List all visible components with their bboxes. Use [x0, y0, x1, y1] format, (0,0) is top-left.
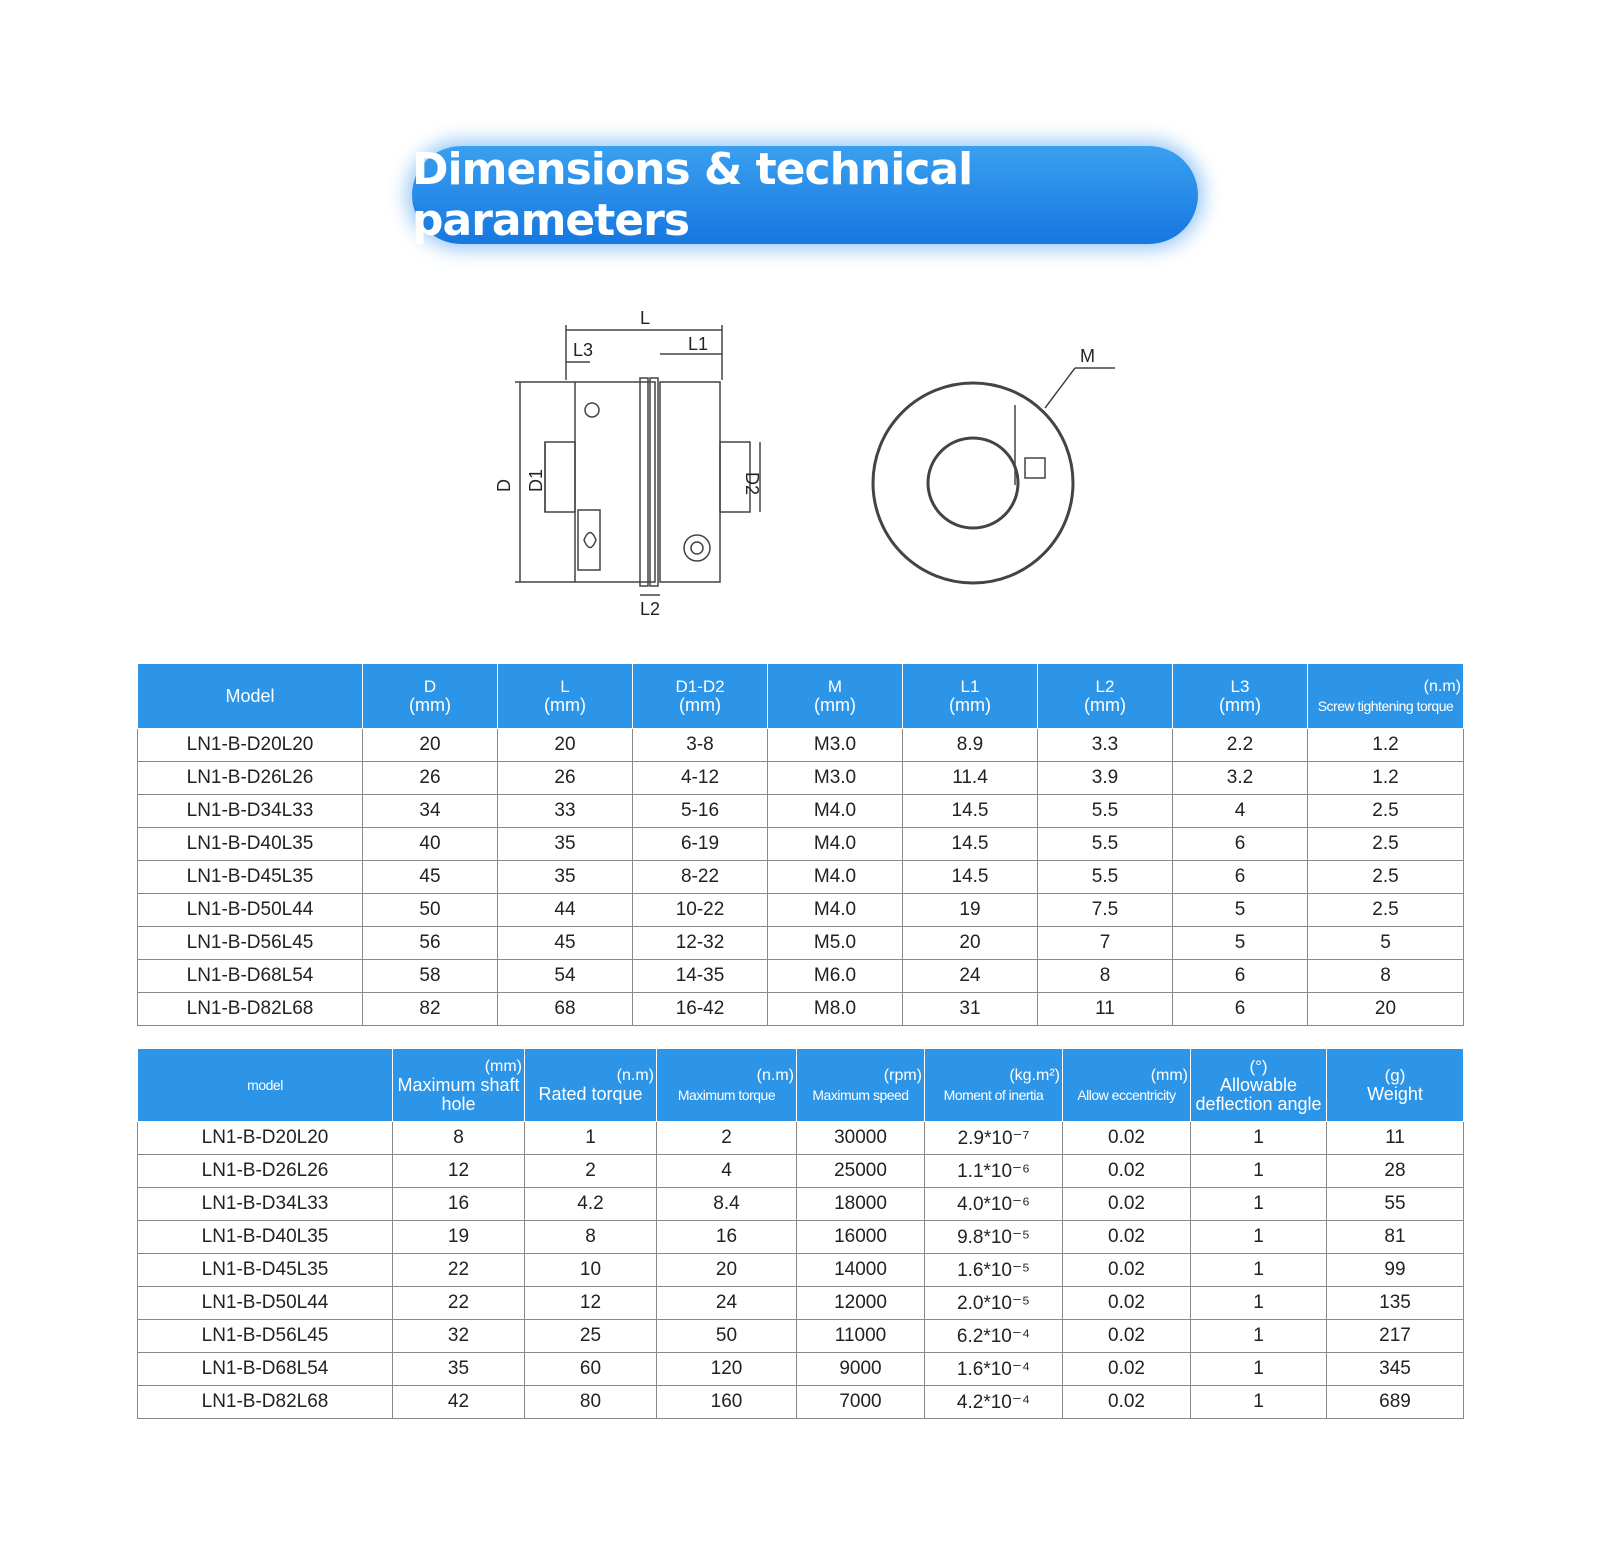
cell: 11000 — [797, 1320, 925, 1353]
cell: M3.0 — [768, 762, 903, 795]
cell: 25000 — [797, 1155, 925, 1188]
cell: 34 — [363, 795, 498, 828]
cell-model: LN1-B-D20L20 — [138, 1122, 393, 1155]
dimensions-table — [137, 663, 1464, 1026]
cell: 24 — [657, 1287, 797, 1320]
cell: 6.2*10⁻⁴ — [925, 1320, 1063, 1353]
cell: 82 — [363, 993, 498, 1026]
label-L2: L2 — [640, 599, 661, 619]
cell: 0.02 — [1063, 1287, 1191, 1320]
cell: 5 — [1308, 927, 1464, 960]
cell: 2.2 — [1173, 729, 1308, 762]
cell: 0.02 — [1063, 1155, 1191, 1188]
diaphragm-1 — [640, 378, 648, 586]
cell: 20 — [363, 729, 498, 762]
cell: 5.5 — [1038, 861, 1173, 894]
cell: 2.9*10⁻⁷ — [925, 1122, 1063, 1155]
label-L1: L1 — [688, 334, 709, 354]
cell: 33 — [498, 795, 633, 828]
table-row — [138, 1320, 1464, 1353]
col-header: M (mm) — [768, 664, 903, 729]
cell: 4 — [1173, 795, 1308, 828]
cell: 20 — [903, 927, 1038, 960]
cell: 9.8*10⁻⁵ — [925, 1221, 1063, 1254]
title-banner — [412, 146, 1198, 244]
cell: M4.0 — [768, 795, 903, 828]
cell: 12 — [525, 1287, 657, 1320]
cell-model: LN1-B-D68L54 — [138, 1353, 393, 1386]
cell: 1 — [1191, 1254, 1327, 1287]
cell: 55 — [1327, 1188, 1464, 1221]
cell: 11 — [1038, 993, 1173, 1026]
cell: 345 — [1327, 1353, 1464, 1386]
left-bore — [545, 442, 575, 512]
table-row — [138, 960, 1464, 993]
cell: 120 — [657, 1353, 797, 1386]
cell: 1 — [1191, 1188, 1327, 1221]
table-row — [138, 1188, 1464, 1221]
cell: 1 — [1191, 1287, 1327, 1320]
cell: 2 — [525, 1155, 657, 1188]
cell: 14.5 — [903, 795, 1038, 828]
cell: 6-19 — [633, 828, 768, 861]
col-header: (mm) Allow eccentricity — [1063, 1049, 1191, 1122]
col-header: Model — [138, 664, 363, 729]
cell: 135 — [1327, 1287, 1464, 1320]
cell: 5.5 — [1038, 795, 1173, 828]
cell: 3.3 — [1038, 729, 1173, 762]
cell: 1 — [1191, 1353, 1327, 1386]
cell: 8.4 — [657, 1188, 797, 1221]
cell-model: LN1-B-D26L26 — [138, 762, 363, 795]
cell: 4-12 — [633, 762, 768, 795]
table-row — [138, 828, 1464, 861]
cell: 3.9 — [1038, 762, 1173, 795]
cell: 5-16 — [633, 795, 768, 828]
cell: 0.02 — [1063, 1188, 1191, 1221]
cell: 7000 — [797, 1386, 925, 1419]
cell: 45 — [363, 861, 498, 894]
label-D1: D1 — [526, 468, 546, 492]
cell: 9000 — [797, 1353, 925, 1386]
col-header: L (mm) — [498, 664, 633, 729]
cell: 56 — [363, 927, 498, 960]
cell: 217 — [1327, 1320, 1464, 1353]
cell: 8-22 — [633, 861, 768, 894]
cell: 2.5 — [1308, 861, 1464, 894]
col-header: L3 (mm) — [1173, 664, 1308, 729]
table-row — [138, 861, 1464, 894]
cell: 32 — [393, 1320, 525, 1353]
cell-model: LN1-B-D50L44 — [138, 894, 363, 927]
table-header-row — [138, 1049, 1464, 1122]
col-header: D (mm) — [363, 664, 498, 729]
cell: 50 — [363, 894, 498, 927]
cell: 1.2 — [1308, 729, 1464, 762]
cell: 16 — [393, 1188, 525, 1221]
cell: 6 — [1173, 993, 1308, 1026]
table-row — [138, 762, 1464, 795]
cell: 0.02 — [1063, 1320, 1191, 1353]
cell-model: LN1-B-D56L45 — [138, 1320, 393, 1353]
cell: 0.02 — [1063, 1221, 1191, 1254]
cell: 60 — [525, 1353, 657, 1386]
cell-model: LN1-B-D50L44 — [138, 1287, 393, 1320]
front-bore-circle — [928, 438, 1018, 528]
col-header: L2 (mm) — [1038, 664, 1173, 729]
cell: M3.0 — [768, 729, 903, 762]
cell-model: LN1-B-D68L54 — [138, 960, 363, 993]
coupling-drawing — [494, 308, 1160, 630]
table-row — [138, 1221, 1464, 1254]
cell: 1 — [1191, 1320, 1327, 1353]
cell: 26 — [498, 762, 633, 795]
cell: 8.9 — [903, 729, 1038, 762]
cell: 14000 — [797, 1254, 925, 1287]
label-D: D — [494, 479, 514, 492]
table-row — [138, 1353, 1464, 1386]
cell: 28 — [1327, 1155, 1464, 1188]
cell: 5 — [1173, 894, 1308, 927]
screw-hole-top — [585, 403, 599, 417]
cell: 689 — [1327, 1386, 1464, 1419]
cell: 58 — [363, 960, 498, 993]
cell: 1.1*10⁻⁶ — [925, 1155, 1063, 1188]
table-row — [138, 894, 1464, 927]
table-header-row — [138, 664, 1464, 729]
cell: 1.6*10⁻⁵ — [925, 1254, 1063, 1287]
cell: 10 — [525, 1254, 657, 1287]
table-row — [138, 993, 1464, 1026]
cell-model: LN1-B-D82L68 — [138, 993, 363, 1026]
col-header: (n.m) Maximum torque — [657, 1049, 797, 1122]
table-row — [138, 1386, 1464, 1419]
cell: 20 — [1308, 993, 1464, 1026]
cell: 4.2 — [525, 1188, 657, 1221]
cell: M5.0 — [768, 927, 903, 960]
col-header: D1-D2 (mm) — [633, 664, 768, 729]
cell: 12-32 — [633, 927, 768, 960]
cell-model: LN1-B-D26L26 — [138, 1155, 393, 1188]
table-row — [138, 1155, 1464, 1188]
cell-model: LN1-B-D40L35 — [138, 1221, 393, 1254]
cell: 0.02 — [1063, 1386, 1191, 1419]
left-hub — [575, 382, 655, 582]
label-L3: L3 — [573, 340, 594, 360]
cell: 6 — [1173, 960, 1308, 993]
cell-model: LN1-B-D45L35 — [138, 1254, 393, 1287]
cell: 4 — [657, 1155, 797, 1188]
label-D2: D2 — [742, 472, 762, 496]
cell: M4.0 — [768, 828, 903, 861]
cell: 25 — [525, 1320, 657, 1353]
cell-model: LN1-B-D40L35 — [138, 828, 363, 861]
cell: 5 — [1173, 927, 1308, 960]
cell: 19 — [903, 894, 1038, 927]
cell: 35 — [393, 1353, 525, 1386]
cell: 7.5 — [1038, 894, 1173, 927]
cell: 2.5 — [1308, 795, 1464, 828]
table-row — [138, 1287, 1464, 1320]
cell-model: LN1-B-D20L20 — [138, 729, 363, 762]
cell: M8.0 — [768, 993, 903, 1026]
page-title: Dimensions & technical parameters — [412, 144, 973, 246]
cell: 4.0*10⁻⁶ — [925, 1188, 1063, 1221]
table-row — [138, 1122, 1464, 1155]
set-screw-inner — [691, 542, 703, 554]
cell: 30000 — [797, 1122, 925, 1155]
front-outer-circle — [873, 383, 1073, 583]
cell: 8 — [1038, 960, 1173, 993]
cell: 6 — [1173, 861, 1308, 894]
table-row — [138, 795, 1464, 828]
label-L: L — [640, 308, 651, 328]
col-header: (g) Weight — [1327, 1049, 1464, 1122]
cell: 11.4 — [903, 762, 1038, 795]
cell: 1 — [1191, 1155, 1327, 1188]
table-row — [138, 1254, 1464, 1287]
cell: 18000 — [797, 1188, 925, 1221]
cell: 31 — [903, 993, 1038, 1026]
cell: 22 — [393, 1254, 525, 1287]
cell: 54 — [498, 960, 633, 993]
cell-model: LN1-B-D34L33 — [138, 1188, 393, 1221]
cell: 14-35 — [633, 960, 768, 993]
cell: 10-22 — [633, 894, 768, 927]
cell: 45 — [498, 927, 633, 960]
cell: 8 — [1308, 960, 1464, 993]
cell: 1.6*10⁻⁴ — [925, 1353, 1063, 1386]
diaphragm-2 — [650, 378, 658, 586]
col-header: (mm) Maximum shaft hole — [393, 1049, 525, 1122]
cell: 26 — [363, 762, 498, 795]
table-row — [138, 729, 1464, 762]
cell-model: LN1-B-D45L35 — [138, 861, 363, 894]
cell: 24 — [903, 960, 1038, 993]
cell: 12 — [393, 1155, 525, 1188]
cell: 81 — [1327, 1221, 1464, 1254]
cell: 1 — [1191, 1221, 1327, 1254]
cell: 160 — [657, 1386, 797, 1419]
cell: 68 — [498, 993, 633, 1026]
right-hub — [660, 382, 720, 582]
cell-model: LN1-B-D56L45 — [138, 927, 363, 960]
col-header: (n.m) Screw tightening torque — [1308, 664, 1464, 729]
cell: 80 — [525, 1386, 657, 1419]
cell: 35 — [498, 828, 633, 861]
coupling-technical-drawing — [494, 308, 1160, 630]
cell-model: LN1-B-D82L68 — [138, 1386, 393, 1419]
cell: 0.02 — [1063, 1254, 1191, 1287]
col-header: (n.m) Rated torque — [525, 1049, 657, 1122]
cell: 16000 — [797, 1221, 925, 1254]
cell: 20 — [498, 729, 633, 762]
screw-slot — [584, 533, 596, 548]
cell: 0.02 — [1063, 1353, 1191, 1386]
cell: M4.0 — [768, 894, 903, 927]
cell: 1 — [525, 1122, 657, 1155]
label-M: M — [1080, 346, 1095, 366]
cell: 14.5 — [903, 828, 1038, 861]
cell: 2.5 — [1308, 894, 1464, 927]
cell: 20 — [657, 1254, 797, 1287]
cell-model: LN1-B-D34L33 — [138, 795, 363, 828]
set-screw-outer — [684, 535, 710, 561]
cell: 50 — [657, 1320, 797, 1353]
cell: 7 — [1038, 927, 1173, 960]
cell: 8 — [525, 1221, 657, 1254]
col-header: (kg.m²) Moment of inertia — [925, 1049, 1063, 1122]
cell: 19 — [393, 1221, 525, 1254]
col-header: (rpm) Maximum speed — [797, 1049, 925, 1122]
cell: 1 — [1191, 1122, 1327, 1155]
cell: 14.5 — [903, 861, 1038, 894]
cell: 2 — [657, 1122, 797, 1155]
cell: 6 — [1173, 828, 1308, 861]
col-header: model — [138, 1049, 393, 1122]
cell: 16 — [657, 1221, 797, 1254]
cell: 22 — [393, 1287, 525, 1320]
cell: 42 — [393, 1386, 525, 1419]
cell: M4.0 — [768, 861, 903, 894]
col-header: L1 (mm) — [903, 664, 1038, 729]
cell: 35 — [498, 861, 633, 894]
cell: 44 — [498, 894, 633, 927]
cell: 3.2 — [1173, 762, 1308, 795]
cell: 1.2 — [1308, 762, 1464, 795]
cell: M6.0 — [768, 960, 903, 993]
cell: 8 — [393, 1122, 525, 1155]
cell: 5.5 — [1038, 828, 1173, 861]
cell: 99 — [1327, 1254, 1464, 1287]
cell: 16-42 — [633, 993, 768, 1026]
cell: 11 — [1327, 1122, 1464, 1155]
technical-parameters-table — [137, 1048, 1464, 1419]
col-header: (°) Allowable deflection angle — [1191, 1049, 1327, 1122]
cell: 0.02 — [1063, 1122, 1191, 1155]
cell: 2.5 — [1308, 828, 1464, 861]
cell: 1 — [1191, 1386, 1327, 1419]
cell: 4.2*10⁻⁴ — [925, 1386, 1063, 1419]
cell: 2.0*10⁻⁵ — [925, 1287, 1063, 1320]
table-row — [138, 927, 1464, 960]
cell: 40 — [363, 828, 498, 861]
cell: 3-8 — [633, 729, 768, 762]
cell: 12000 — [797, 1287, 925, 1320]
